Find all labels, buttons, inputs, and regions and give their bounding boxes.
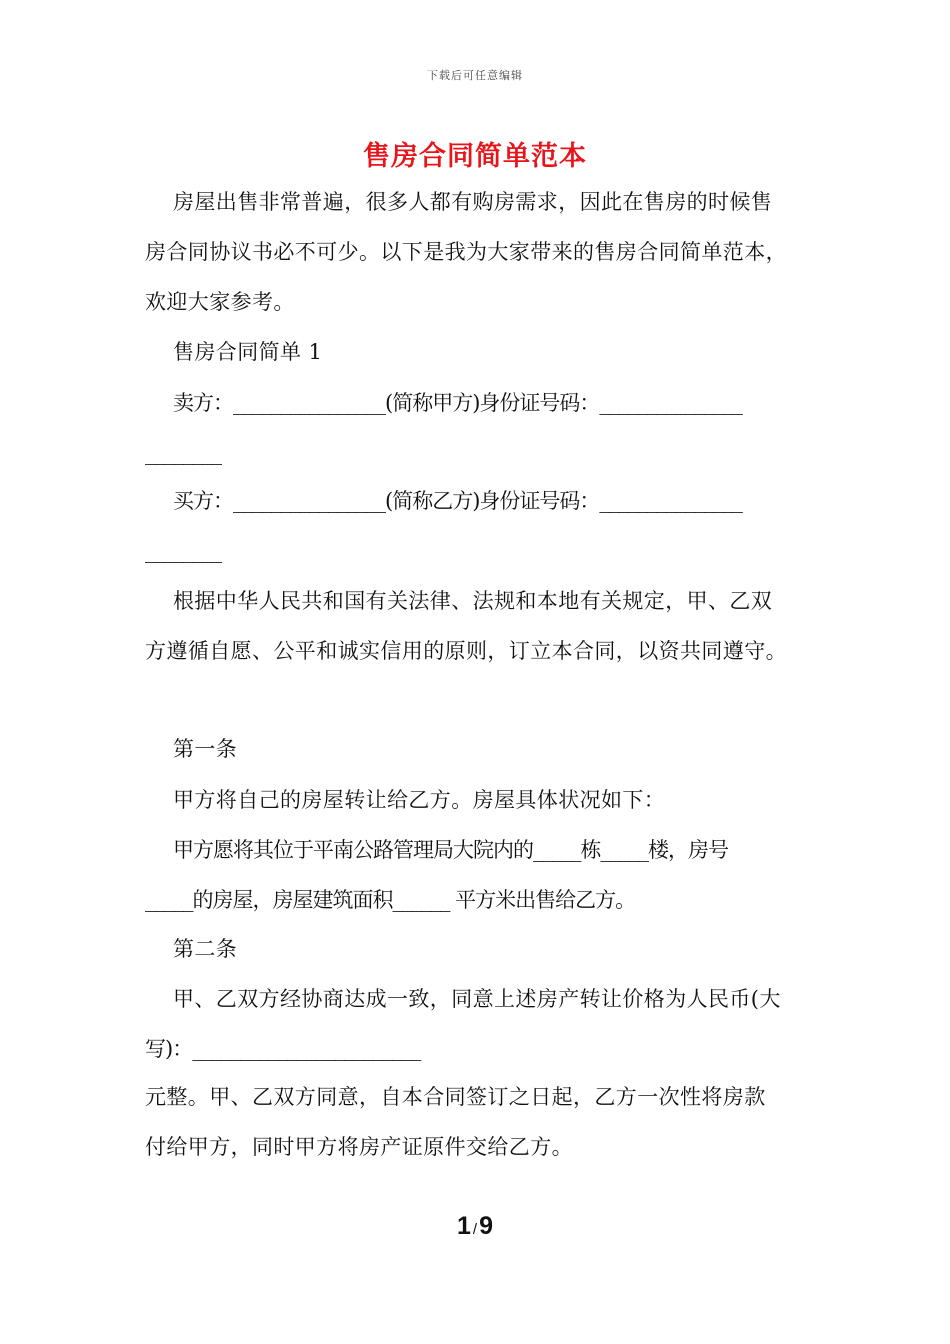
paragraph-line: 根据中华人民共和国有关法律、法规和本地有关规定，甲、乙双 [173, 589, 773, 613]
paragraph-line: 甲方愿将其位于平南公路管理局大院内的_____栋_____楼，房号 [173, 838, 728, 862]
article-heading: 第二条 [173, 937, 238, 961]
seller-line-continued: ________ [145, 441, 221, 465]
article-heading: 第一条 [173, 737, 238, 761]
page-total: 9 [479, 1212, 493, 1240]
page-number [0, 1212, 950, 1241]
paragraph-line: _____的房屋，房屋建筑面积______ 平方米出售给乙方。 [145, 888, 636, 912]
paragraph-line: 元整。甲、乙双方同意，自本合同签订之日起，乙方一次性将房款 [145, 1085, 766, 1109]
page-current: 1 [457, 1212, 471, 1240]
paragraph-line: 写)：________________________ [145, 1037, 421, 1061]
paragraph-line: 方遵循自愿、公平和诚实信用的原则，订立本合同，以资共同遵守。 [145, 639, 787, 663]
page-separator: / [472, 1221, 478, 1238]
paragraph-line: 甲方将自己的房屋转让给乙方。房屋具体状况如下： [173, 788, 666, 812]
paragraph-line: 欢迎大家参考。 [145, 290, 295, 314]
buyer-line-continued: ________ [145, 539, 221, 563]
paragraph-line: 房合同协议书必不可少。以下是我为大家带来的售房合同简单范本， [145, 240, 787, 264]
paragraph-line: 房屋出售非常普遍，很多人都有购房需求，因此在售房的时候售 [173, 190, 773, 214]
section-heading: 售房合同简单 1 [173, 340, 323, 364]
buyer-line: 买方：________________(简称乙方)身份证号码：_______________ [173, 489, 742, 513]
paragraph-line: 付给甲方，同时甲方将房产证原件交给乙方。 [145, 1135, 573, 1159]
paragraph-line: 甲、乙双方经协商达成一致，同意上述房产转让价格为人民币(大 [173, 987, 781, 1011]
header-note: 下载后可任意编辑 [427, 69, 523, 82]
document-title: 售房合同简单范本 [363, 141, 587, 172]
seller-line: 卖方：________________(简称甲方)身份证号码：_______________ [173, 391, 742, 415]
